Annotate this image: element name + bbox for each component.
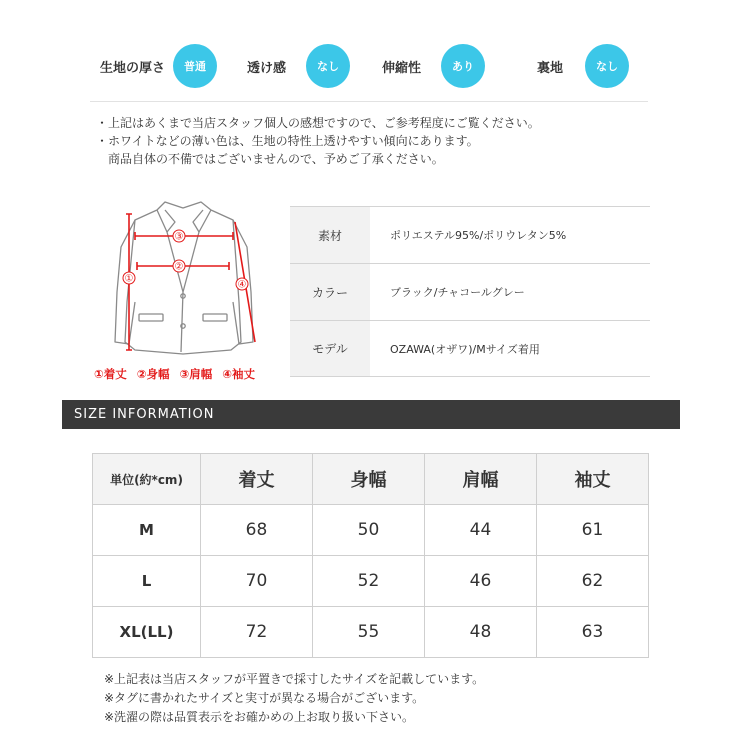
attr-label: 伸縮性 bbox=[382, 60, 422, 76]
size-information-banner: SIZE INFORMATION bbox=[62, 400, 680, 429]
attr-label: 裏地 bbox=[537, 60, 564, 76]
table-row bbox=[93, 607, 649, 658]
attr-value-badge: 普通 bbox=[173, 44, 217, 88]
attr-label: 透け感 bbox=[247, 60, 287, 76]
material-key: カラー bbox=[290, 264, 370, 320]
size-cell: 46 bbox=[425, 556, 537, 607]
size-label: L bbox=[93, 556, 201, 607]
legend-item: ④袖丈 bbox=[222, 367, 256, 381]
size-label: M bbox=[93, 505, 201, 556]
legend-item: ①着丈 bbox=[94, 367, 127, 381]
table-row bbox=[93, 505, 649, 556]
material-key: 素材 bbox=[290, 207, 370, 263]
table-row bbox=[93, 556, 649, 607]
material-table bbox=[290, 206, 650, 377]
size-cell: 68 bbox=[201, 505, 313, 556]
material-value: ポリエステル95%/ポリウレタン5% bbox=[390, 229, 567, 242]
header-cell: 単位(約*cm) bbox=[93, 454, 201, 505]
legend-item: ②身幅 bbox=[136, 367, 170, 381]
size-cell: 62 bbox=[537, 556, 649, 607]
attr-value-badge: なし bbox=[306, 44, 350, 88]
material-value: OZAWA(オザワ)/Mサイズ着用 bbox=[390, 342, 540, 356]
header-cell: 身幅 bbox=[313, 454, 425, 505]
size-cell: 61 bbox=[537, 505, 649, 556]
note-line: ・上記はあくまで当店スタッフ個人の感想ですので、ご参考程度にご覧ください。 bbox=[96, 116, 540, 130]
material-key: モデル bbox=[290, 321, 370, 376]
size-cell: 70 bbox=[201, 556, 313, 607]
marker-3: ③ bbox=[174, 231, 184, 243]
attr-lining bbox=[537, 30, 629, 102]
attr-thickness bbox=[100, 30, 217, 102]
marker-1: ① bbox=[124, 273, 134, 285]
size-label: XL(LL) bbox=[93, 607, 201, 658]
material-row bbox=[290, 206, 650, 263]
size-table bbox=[92, 453, 649, 658]
size-cell: 55 bbox=[313, 607, 425, 658]
size-cell: 48 bbox=[425, 607, 537, 658]
jacket-diagram bbox=[95, 192, 275, 362]
attr-value-badge: なし bbox=[585, 44, 629, 88]
attr-stretch bbox=[382, 30, 485, 102]
divider bbox=[90, 101, 648, 102]
material-row bbox=[290, 320, 650, 377]
header-cell: 肩幅 bbox=[425, 454, 537, 505]
size-table-header bbox=[93, 454, 649, 505]
attr-transparency bbox=[247, 30, 350, 102]
footnote-line: ※タグに書かれたサイズと実寸が異なる場合がございます。 bbox=[104, 691, 425, 705]
marker-4: ④ bbox=[237, 279, 247, 291]
notes bbox=[96, 114, 540, 168]
size-cell: 50 bbox=[313, 505, 425, 556]
header-cell: 袖丈 bbox=[537, 454, 649, 505]
attr-value-badge: あり bbox=[441, 44, 485, 88]
fabric-attributes bbox=[90, 30, 648, 102]
material-row bbox=[290, 263, 650, 320]
material-value: ブラック/チャコールグレー bbox=[390, 286, 525, 299]
footnote-line: ※洗濯の際は品質表示をお確かめの上お取り扱い下さい。 bbox=[104, 710, 415, 724]
note-line: 商品自体の不備ではございませんので、予めご了承ください。 bbox=[96, 152, 444, 166]
marker-2: ② bbox=[174, 261, 184, 273]
header-cell: 着丈 bbox=[201, 454, 313, 505]
jacket-outline-icon bbox=[95, 192, 275, 362]
legend-item: ③肩幅 bbox=[179, 367, 213, 381]
size-cell: 44 bbox=[425, 505, 537, 556]
footnotes bbox=[104, 670, 484, 727]
size-cell: 63 bbox=[537, 607, 649, 658]
attr-label: 生地の厚さ bbox=[100, 60, 166, 76]
diagram-legend bbox=[94, 366, 261, 382]
footnote-line: ※上記表は当店スタッフが平置きで採寸したサイズを記載しています。 bbox=[104, 672, 485, 686]
note-line: ・ホワイトなどの薄い色は、生地の特性上透けやすい傾向にあります。 bbox=[96, 134, 479, 148]
size-cell: 72 bbox=[201, 607, 313, 658]
size-cell: 52 bbox=[313, 556, 425, 607]
